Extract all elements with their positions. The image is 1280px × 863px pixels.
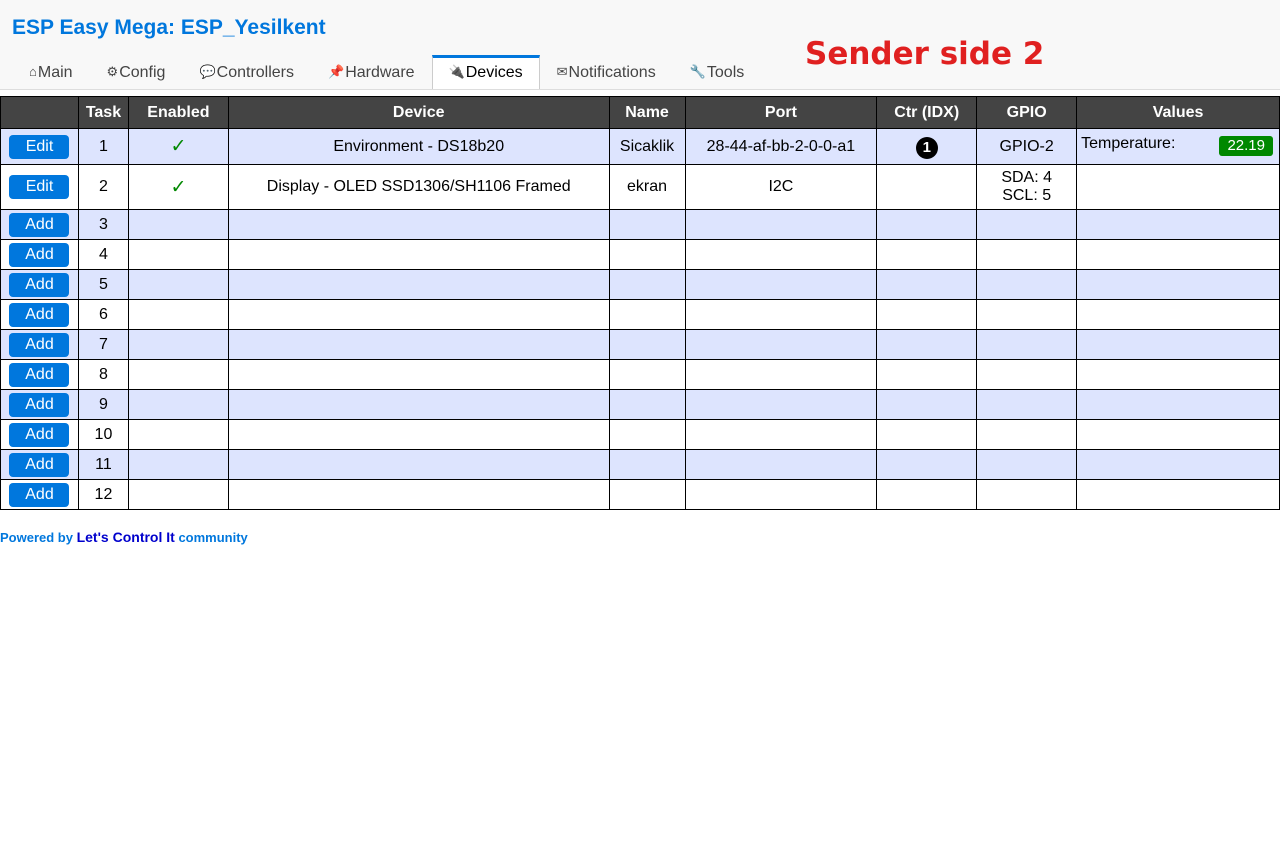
values-cell (1077, 420, 1280, 450)
values-cell (1077, 390, 1280, 420)
gpio-value: SCL: 5 (1002, 187, 1052, 204)
tab-label: Devices (465, 64, 523, 81)
task-number: 9 (99, 395, 108, 413)
device-cell (228, 270, 609, 300)
table-row (1, 420, 1280, 450)
name-cell (609, 480, 685, 510)
task-number: 7 (99, 335, 108, 353)
task-number: 2 (99, 178, 108, 195)
port-cell (685, 210, 877, 240)
enabled-cell (128, 165, 228, 210)
values-cell (1077, 450, 1280, 480)
pushpin-icon: 📌 (328, 64, 345, 79)
values-cell (1077, 270, 1280, 300)
edit-button[interactable]: Edit (9, 135, 69, 159)
table-row (1, 270, 1280, 300)
port-value: I2C (768, 178, 794, 195)
task-cell (78, 129, 128, 165)
action-cell (1, 420, 79, 450)
name-cell (609, 129, 685, 165)
tab-hardware[interactable] (311, 55, 432, 89)
task-cell (78, 420, 128, 450)
device-cell (228, 129, 609, 165)
values-cell (1077, 240, 1280, 270)
device-cell (228, 420, 609, 450)
port-cell (685, 129, 877, 165)
footer (0, 529, 248, 545)
task-number: 3 (99, 215, 108, 233)
enabled-cell (128, 300, 228, 330)
gpio-cell (977, 480, 1077, 510)
devices-table (0, 96, 1280, 510)
add-button[interactable]: Add (9, 363, 69, 387)
ctr-cell (877, 450, 977, 480)
port-cell (685, 480, 877, 510)
add-button[interactable]: Add (9, 483, 69, 507)
action-cell (1, 450, 79, 480)
value-label: Temperature: (1081, 135, 1176, 152)
task-number: 11 (95, 455, 112, 473)
enabled-cell (128, 330, 228, 360)
task-name: Sicaklik (619, 137, 675, 155)
port-value: 28-44-af-bb-2-0-0-a1 (706, 137, 856, 155)
device-cell (228, 300, 609, 330)
tab-label: Controllers (216, 64, 294, 81)
enabled-check-icon: ✓ (170, 176, 187, 198)
gpio-cell (977, 240, 1077, 270)
tab-label: Tools (706, 64, 745, 81)
port-cell (685, 420, 877, 450)
device-cell (228, 165, 609, 210)
port-cell (685, 240, 877, 270)
action-cell (1, 240, 79, 270)
gpio-cell (977, 330, 1077, 360)
gpio-value: GPIO-2 (999, 137, 1054, 155)
add-button[interactable]: Add (9, 333, 69, 357)
enabled-cell (128, 210, 228, 240)
gpio-cell (977, 210, 1077, 240)
values-cell (1077, 300, 1280, 330)
ctr-cell (877, 420, 977, 450)
speech-bubble-icon: 💬 (199, 64, 216, 79)
table-row (1, 480, 1280, 510)
tab-notifications[interactable] (540, 55, 673, 89)
device-cell (228, 480, 609, 510)
port-cell (685, 360, 877, 390)
footer-suffix: community (178, 530, 248, 545)
column-header: Enabled (128, 97, 228, 129)
ctr-cell (877, 165, 977, 210)
add-button[interactable]: Add (9, 393, 69, 417)
tab-label: Hardware (345, 64, 415, 81)
tab-label: Notifications (568, 64, 656, 81)
enabled-cell (128, 129, 228, 165)
device-cell (228, 360, 609, 390)
tab-label: Config (119, 64, 166, 81)
table-row (1, 210, 1280, 240)
column-header: Values (1077, 97, 1280, 129)
device-name: Display - OLED SSD1306/SH1106 Framed (266, 178, 571, 195)
controller-badge: 1 (916, 137, 938, 159)
footer-prefix: Powered by (0, 530, 73, 545)
task-cell (78, 165, 128, 210)
app-title: ESP Easy Mega: ESP_Yesilkent (12, 16, 326, 39)
tab-tools[interactable] (673, 55, 762, 89)
table-header-row (1, 97, 1280, 129)
task-cell (78, 360, 128, 390)
enabled-cell (128, 270, 228, 300)
action-cell (1, 210, 79, 240)
add-button[interactable]: Add (9, 213, 69, 237)
action-cell (1, 360, 79, 390)
values-cell (1077, 165, 1280, 210)
task-number: 1 (99, 137, 108, 155)
task-name: ekran (627, 178, 668, 195)
column-header: Name (609, 97, 685, 129)
table-row (1, 450, 1280, 480)
plug-icon: 🔌 (448, 64, 465, 79)
table-row (1, 165, 1280, 210)
table-row (1, 330, 1280, 360)
task-number: 8 (99, 365, 108, 383)
footer-link[interactable]: Let's Control It (76, 529, 175, 545)
task-cell (78, 210, 128, 240)
action-cell (1, 300, 79, 330)
home-icon: ⌂ (29, 64, 37, 79)
tab-bar (12, 55, 761, 90)
value-badge: 22.19 (1219, 136, 1273, 156)
task-number: 10 (94, 425, 113, 443)
task-cell (78, 390, 128, 420)
table-row (1, 129, 1280, 165)
device-cell (228, 390, 609, 420)
action-cell (1, 165, 79, 210)
column-header: Task (78, 97, 128, 129)
name-cell (609, 330, 685, 360)
device-cell (228, 330, 609, 360)
device-name: Environment - DS18b20 (333, 137, 505, 155)
ctr-cell (877, 360, 977, 390)
add-button[interactable]: Add (9, 243, 69, 267)
task-number: 12 (94, 485, 113, 503)
gpio-cell (977, 360, 1077, 390)
gpio-cell (977, 450, 1077, 480)
task-cell (78, 300, 128, 330)
port-cell (685, 300, 877, 330)
task-number: 6 (99, 305, 108, 323)
annotation-text: Sender side 2 (805, 36, 1045, 72)
edit-button[interactable]: Edit (9, 175, 69, 199)
enabled-cell (128, 240, 228, 270)
port-cell (685, 390, 877, 420)
header-divider (0, 89, 1280, 90)
enabled-cell (128, 480, 228, 510)
action-cell (1, 270, 79, 300)
values-cell (1077, 360, 1280, 390)
ctr-cell (877, 210, 977, 240)
task-cell (78, 270, 128, 300)
column-header: Ctr (IDX) (877, 97, 977, 129)
ctr-cell (877, 240, 977, 270)
name-cell (609, 210, 685, 240)
tab-devices[interactable] (432, 55, 540, 90)
name-cell (609, 165, 685, 210)
values-cell (1077, 480, 1280, 510)
column-header: GPIO (977, 97, 1077, 129)
action-cell (1, 129, 79, 165)
task-number: 5 (99, 275, 108, 293)
table-row (1, 360, 1280, 390)
values-cell (1077, 129, 1280, 165)
envelope-icon: ✉ (556, 64, 568, 79)
gpio-cell (977, 129, 1077, 165)
gpio-cell (977, 420, 1077, 450)
action-cell (1, 330, 79, 360)
task-cell (78, 330, 128, 360)
gear-icon: ⚙ (106, 64, 119, 79)
column-header (1, 97, 79, 129)
values-cell (1077, 330, 1280, 360)
task-cell (78, 240, 128, 270)
gpio-cell (977, 270, 1077, 300)
enabled-cell (128, 360, 228, 390)
table-row (1, 300, 1280, 330)
ctr-cell (877, 330, 977, 360)
action-cell (1, 480, 79, 510)
ctr-cell (877, 270, 977, 300)
gpio-value: SDA: 4 (1001, 169, 1052, 186)
name-cell (609, 270, 685, 300)
tab-main[interactable] (12, 55, 90, 89)
ctr-cell (877, 390, 977, 420)
ctr-cell (877, 129, 977, 165)
gpio-cell (977, 390, 1077, 420)
add-button[interactable]: Add (9, 303, 69, 327)
device-cell (228, 240, 609, 270)
action-cell (1, 390, 79, 420)
values-cell (1077, 210, 1280, 240)
tab-config[interactable] (90, 55, 183, 89)
add-button[interactable]: Add (9, 423, 69, 447)
task-cell (78, 480, 128, 510)
add-button[interactable]: Add (9, 453, 69, 477)
device-cell (228, 450, 609, 480)
task-cell (78, 450, 128, 480)
name-cell (609, 240, 685, 270)
device-cell (228, 210, 609, 240)
tab-label: Main (37, 64, 73, 81)
gpio-cell (977, 300, 1077, 330)
enabled-cell (128, 450, 228, 480)
ctr-cell (877, 300, 977, 330)
name-cell (609, 420, 685, 450)
table-row (1, 390, 1280, 420)
ctr-cell (877, 480, 977, 510)
port-cell (685, 270, 877, 300)
gpio-cell (977, 165, 1077, 210)
table-row (1, 240, 1280, 270)
task-number: 4 (99, 245, 108, 263)
add-button[interactable]: Add (9, 273, 69, 297)
wrench-icon: 🔧 (689, 64, 706, 79)
column-header: Device (228, 97, 609, 129)
enabled-cell (128, 420, 228, 450)
page-header (0, 0, 1280, 90)
enabled-cell (128, 390, 228, 420)
name-cell (609, 390, 685, 420)
port-cell (685, 450, 877, 480)
name-cell (609, 360, 685, 390)
tab-controllers[interactable] (182, 55, 311, 89)
port-cell (685, 330, 877, 360)
column-header: Port (685, 97, 877, 129)
name-cell (609, 450, 685, 480)
enabled-check-icon: ✓ (170, 136, 187, 157)
port-cell (685, 165, 877, 210)
name-cell (609, 300, 685, 330)
